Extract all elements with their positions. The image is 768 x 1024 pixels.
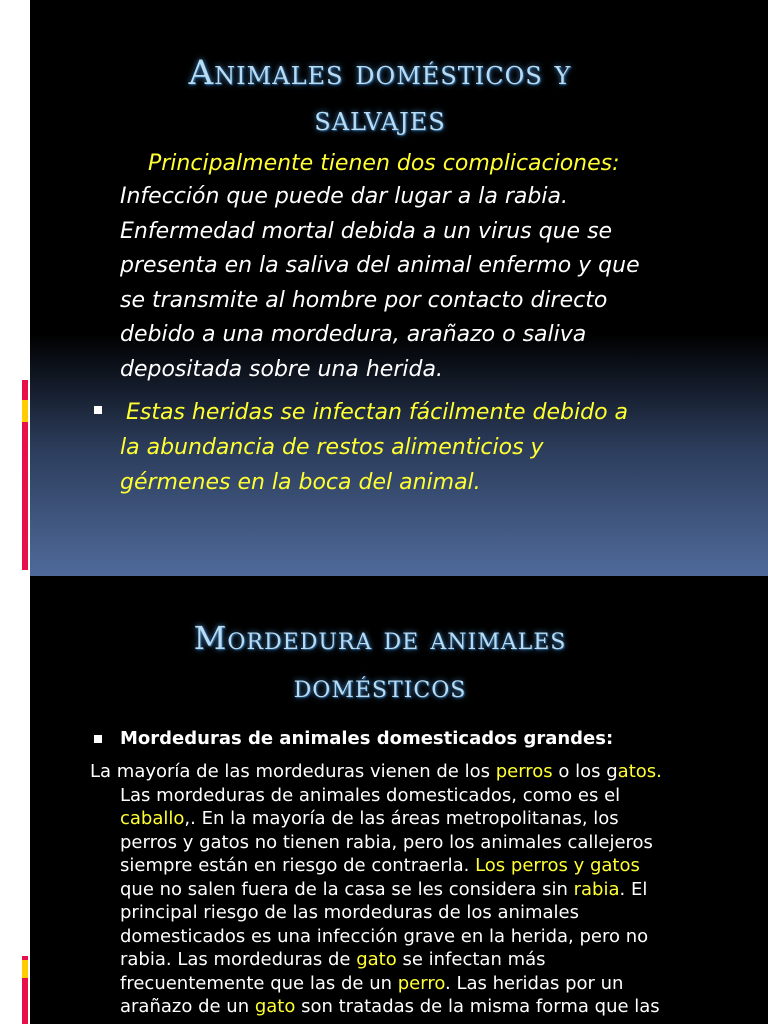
body-line: depositada sobre una herida. [120,356,443,382]
text-run: . Las heridas por un [445,972,624,994]
title-line: Mordedura de animales [193,619,567,657]
highlight-link[interactable]: gato [356,949,397,970]
highlight-link[interactable]: atos. [617,761,662,782]
text-run: arañazo de un [120,996,255,1017]
body-line [90,807,750,831]
left-accent-bar-bottom [0,576,30,1024]
body-line: Infección que puede dar lugar a la rabia. [120,184,568,209]
body-line [90,972,750,996]
body-line: Enfermedad mortal debida a un virus que se [120,218,613,244]
bullet-line: Estas heridas se infectan fácilmente debido a [126,400,629,425]
text-run: se infectan más [396,949,546,970]
body-line [90,878,750,902]
text-run: perros y gatos no tienen rabia, pero los animales callejeros [120,831,653,853]
text-run: Las mordeduras de animales domesticados, como es el [120,784,621,806]
body-line: presenta en la saliva del animal enfermo y que [120,253,640,278]
text-run: frecuentemente que las de un [120,972,398,994]
body-line [90,995,750,1019]
slide-1-body [120,180,740,387]
body-line: debido a una mordedura, arañazo o saliva [120,322,587,347]
text-run: . El [619,878,648,900]
accent-block-white [20,632,28,664]
body-line [90,760,750,784]
bullet-line: gérmenes en la boca del animal. [120,470,481,495]
highlight-link[interactable]: caballo [120,808,185,829]
text-run: domesticados es una infección grave en la herida, pero no [120,925,649,947]
body-line [90,831,750,855]
title-line: salvajes [314,99,446,139]
highlight-link[interactable]: rabia [573,878,620,900]
slide-1-intro: Principalmente tienen dos complicaciones: [148,151,620,176]
text-run: rabia. Las mordeduras de [120,949,357,970]
accent-stripe-yellow [22,400,28,422]
text-run: o los g [552,761,618,782]
highlight-link[interactable]: Los perros y gatos [475,855,640,876]
title-line: Animales domésticos y [188,53,572,93]
left-accent-bar-top [0,0,30,576]
bullet-marker [94,406,102,414]
body-line [90,901,750,925]
body-line [90,948,750,972]
body-line: se transmite al hombre por contacto directo [120,287,608,313]
slide-1-bullet [120,395,740,500]
slide-2-title [70,614,690,710]
accent-stripe-yellow [22,960,28,978]
text-run: principal riesgo de las mordeduras de los animales [120,902,579,923]
title-line: domésticos [293,667,467,705]
slide-1-title [80,50,680,142]
slide-2-bullet-heading: Mordeduras de animales domesticados grandes: [120,728,614,749]
bullet-marker [94,735,102,743]
highlight-link[interactable]: perro [397,972,446,994]
body-line [90,925,750,949]
highlight-link[interactable]: gato [254,996,296,1017]
body-line [90,854,750,878]
body-line [90,784,750,808]
accent-block-white [20,58,28,90]
highlight-link[interactable]: perros [495,761,553,782]
slide-2-body [90,760,750,1019]
text-run: La mayoría de las mordeduras vienen de los [90,761,496,782]
bullet-line: la abundancia de restos alimenticios y [120,435,544,460]
text-run: que no salen fuera de la casa se les considera sin [120,878,574,900]
text-run: ,. En la mayoría de las áreas metropolitanas, los [184,808,619,829]
text-run: siempre están en riesgo de contraerla. [120,855,476,876]
text-run: son tratadas de la misma forma que las [295,996,660,1017]
